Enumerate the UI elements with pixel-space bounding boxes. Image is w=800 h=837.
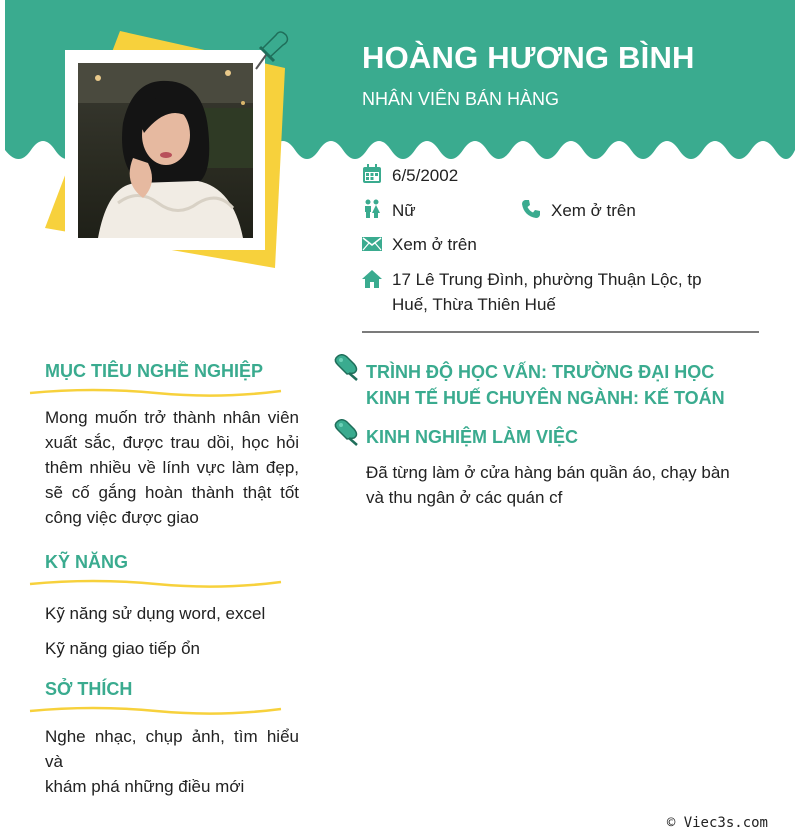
squiggle-divider (28, 703, 283, 717)
email: Xem ở trên (392, 235, 477, 254)
candidate-name: HOÀNG HƯƠNG BÌNH (362, 40, 695, 75)
gender-icon (362, 199, 382, 219)
pushpin-icon (332, 417, 360, 447)
calendar-icon (362, 164, 382, 184)
address-line-1: 17 Lê Trung Đình, phường Thuận Lộc, tp (392, 270, 702, 289)
phone: Xem ở trên (551, 201, 636, 220)
skill-item: Kỹ năng sử dụng word, excel (45, 604, 266, 623)
gender: Nữ (392, 201, 416, 220)
hobbies-text: Nghe nhạc, chụp ảnh, tìm hiểu và khám phá những điều mới (45, 727, 299, 796)
squiggle-divider (28, 385, 283, 399)
envelope-icon (362, 234, 382, 254)
objective-title: MỤC TIÊU NGHỀ NGHIỆP (45, 361, 264, 381)
pushpin-icon (250, 25, 290, 73)
divider (362, 331, 759, 333)
experience-title: KINH NGHIỆM LÀM VIỆC (366, 427, 579, 447)
phone-icon (521, 199, 541, 219)
squiggle-divider (28, 576, 283, 590)
birthdate: 6/5/2002 (392, 166, 459, 185)
pushpin-icon (332, 352, 360, 382)
hobbies-title: SỞ THÍCH (45, 679, 133, 699)
home-icon (362, 269, 382, 289)
education-title: TRÌNH ĐỘ HỌC VẤN: TRƯỜNG ĐẠI HỌC KINH TẾ HUẾ CHUYÊN NGÀNH: KẾ TOÁN (366, 362, 725, 408)
profile-photo (78, 63, 253, 238)
skills-title: KỸ NĂNG (45, 552, 129, 572)
photo-card (65, 50, 265, 250)
skill-item: Kỹ năng giao tiếp ổn (45, 639, 201, 658)
copyright: © Viec3s.com (666, 815, 768, 831)
address-line-2: Huế, Thừa Thiên Huế (392, 295, 556, 314)
candidate-role: NHÂN VIÊN BÁN HÀNG (362, 89, 560, 109)
experience-text: Đã từng làm ở cửa hàng bán quần áo, chạy bàn và thu ngân ở các quán cf (366, 463, 730, 507)
objective-text: Mong muốn trở thành nhân viên xuất sắc, được trau dồi, học hỏi thêm nhiều về lính vực làm đẹp, sẽ cố gắng hoàn thành thật tốt công việc được giao (45, 408, 299, 527)
